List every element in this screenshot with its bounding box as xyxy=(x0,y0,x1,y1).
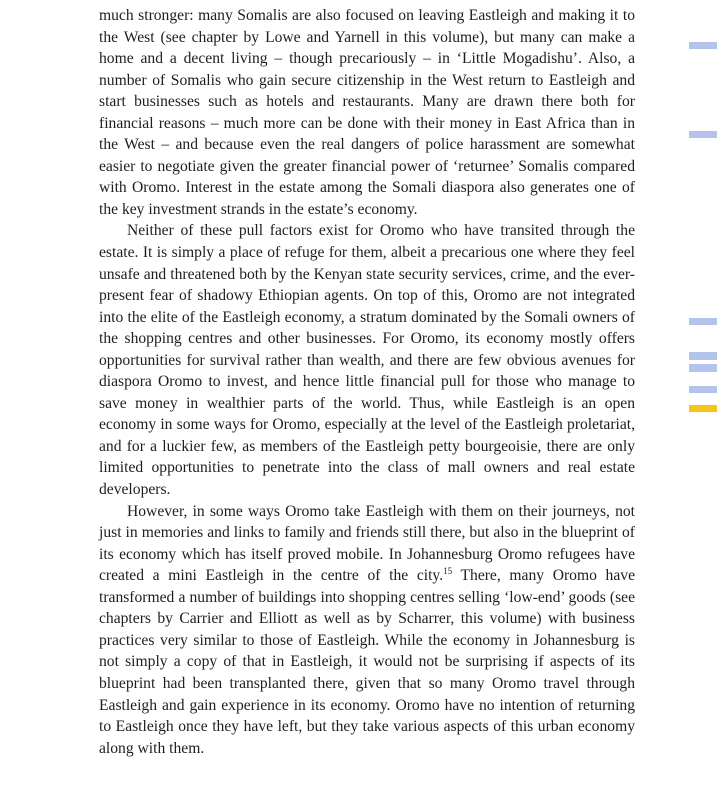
paragraph-3-text-b: There, many Oromo have transformed a number of buildings into shopping centres selling ‘low-end’ goods (see chapters by Carrier and Elliott as well as by Scharrer, this volume) with business practices very similar to those of Eastleigh. While the economy in Johannesburg is not simply a copy of that in Eastleigh, it would not be surprising if aspects of its blueprint had been transplanted there, given that so many Oromo travel through Eastleigh and gain experience in its economy. Oromo have no intention of returning to Eastleigh once they have left, but they take various aspects of this urban economy along with them. xyxy=(99,567,635,757)
footnote-reference[interactable]: 15 xyxy=(443,566,453,577)
scroll-marker[interactable] xyxy=(689,364,717,372)
paragraph-3 xyxy=(99,501,635,760)
body-text xyxy=(99,5,635,759)
scroll-marker[interactable] xyxy=(689,131,717,138)
scroll-marker[interactable] xyxy=(689,42,717,49)
scroll-marker[interactable] xyxy=(689,352,717,360)
scroll-marker-current[interactable] xyxy=(689,405,717,412)
paragraph-1: much stronger: many Somalis are also focused on leaving Eastleigh and making it to the West (see chapter by Lowe and Yarnell in this volume), but many can make a home and a decent living – though precariously – in ‘Little Mogadishu’. Also, a number of Somalis who gain secure citizenship in the West return to Eastleigh and start businesses such as hotels and restaurants. Many are drawn there both for financial reasons – much more can be done with their money in East Africa than in the West – and because even the real dangers of police harassment are somewhat easier to negotiate given the greater financial power of ‘returnee’ Somalis compared with Oromo. Interest in the estate among the Somali diaspora also generates one of the key investment strands in the estate’s economy. xyxy=(99,7,635,218)
scroll-marker[interactable] xyxy=(689,318,717,325)
scroll-marker[interactable] xyxy=(689,386,717,393)
scrollbar-annotation-track[interactable] xyxy=(687,0,717,785)
paragraph-3-text-a: However, in some ways Oromo take Eastleigh with them on their journeys, not just in memories and links to family and friends still there, but also in the blueprint of its economy which has itself proved mobile. In Johannesburg Oromo refugees have created a mini Eastleigh in the centre of the city. xyxy=(99,502,635,585)
paragraph-2: Neither of these pull factors exist for Oromo who have transited through the estate. It is simply a place of refuge for them, albeit a precarious one where they feel unsafe and threatened both by the Kenyan state security services, crime, and the ever-present fear of shadowy Ethiopian agents. On top of this, Oromo are not integrated into the elite of the Eastleigh economy, a stratum dominated by the Somali owners of the shopping centres and other businesses. For Oromo, its economy mostly offers opportunities for survival rather than wealth, and there are few obvious avenues for diaspora Oromo to invest, and hence little financial pull for those who manage to save money in wealthier parts of the world. Thus, while Eastleigh is an open economy in some ways for Oromo, especially at the level of the Eastleigh proletariat, and for a luckier few, as members of the Eastleigh petty bourgeoisie, there are only limited opportunities to penetrate into the class of mall owners and real estate developers. xyxy=(99,222,635,499)
